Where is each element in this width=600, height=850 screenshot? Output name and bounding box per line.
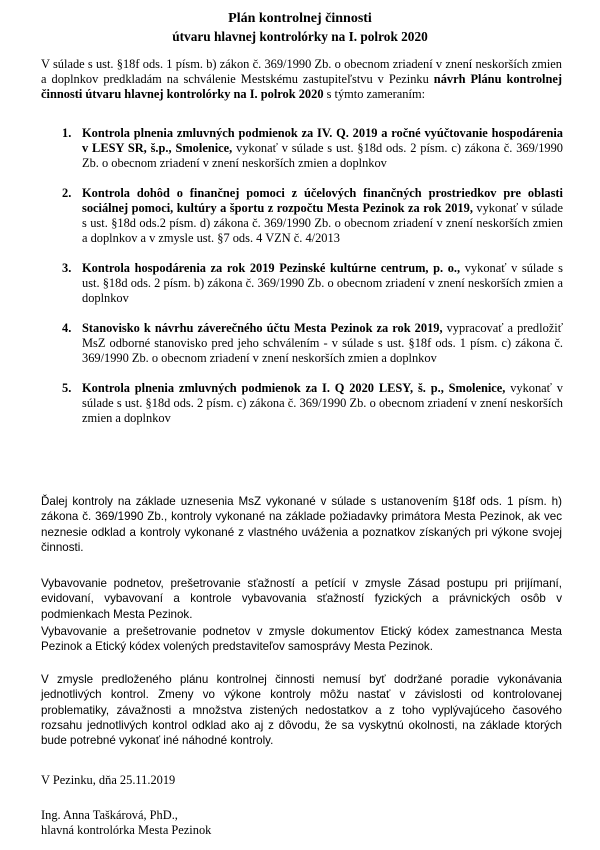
document-subtitle: útvaru hlavnej kontrolórky na I. polrok 2020 [172, 29, 428, 44]
list-item-number: 3. [62, 261, 72, 275]
ethics-paragraph: Vybavovanie a prešetrovanie podnetov v zmysle dokumentov Etický kódex zamestnanca Mesta Pezinok a Etický kódex volených predstaviteľov samosprávy Mesta Pezinok. [41, 625, 562, 654]
intro-text: V súlade s ust. §18f ods. 1 písm. b) zákon č. 369/1990 Zb. o obecnom zriadení v znení neskorších zmien a doplnkov predkladám na schválenie Mestskému zastupiteľstvu v Pezinku [41, 57, 562, 86]
list-item [42, 126, 563, 171]
list-item-text: vypracovať a predložiť MsZ odborné stanovisko pred jeho schválením - v súlade s ust. §18f ods. 1 písm. c) zákona č. 369/1990 Zb. o obecnom zriadení v znení neskorších zmien a doplnkov [82, 321, 563, 365]
list-item-title: Kontrola dohôd o finančnej pomoci z účelových finančných prostriedkov pre oblasti sociálnej pomoci, kultúry a športu z rozpočtu Mesta Pezinok za rok 2019, [82, 186, 563, 215]
place-date: V Pezinku, dňa 25.11.2019 [41, 773, 176, 787]
signatory-role: hlavná kontrolórka Mesta Pezinok [41, 823, 212, 837]
list-item-number: 2. [62, 186, 72, 200]
list-item-number: 5. [62, 381, 72, 395]
list-item-title: Kontrola plnenia zmluvných podmienok za IV. Q. 2019 a ročné vyúčtovanie hospodárenia v LESY SR, š.p., Smolenice, [82, 126, 563, 155]
signatory-name: Ing. Anna Taškárová, PhD., [41, 808, 178, 822]
additional-controls-paragraph: Ďalej kontroly na základe uznesenia MsZ vykonané v súlade s ustanovením §18f ods. 1 písm. h) zákona č. 369/1990 Zb., kontroly vykonané na základe požiadavky primátora Mesta Pezinok, ak vec neznesie odklad a kontroly vykonané z vlastného uváženia a poznatkov získaných pri výkone svojej činnosti. [41, 495, 562, 554]
list-item-text: vykonať v súlade s ust. §18d ods. 2 písm. b) zákona č. 369/1990 Zb. o obecnom zriadení v znení neskorších zmien a doplnkov [82, 261, 564, 305]
intro-text-end: s týmto zameraním: [323, 87, 426, 101]
list-item-text: vykonať v súlade s ust. §18d ods.2 písm. d) zákona č. 369/1990 Zb. o obecnom zriadení v znení neskorších zmien a doplnkov a v zmysle ust. §7 ods. 4 VZN č. 4/2013 [82, 201, 563, 245]
list-item-text: vykonať v súlade s ust. §18d ods. 2 písm. c) zákona č. 369/1990 Zb. o obecnom zriadení v znení neskorších zmien a doplnkov [82, 381, 563, 425]
list-item-number: 1. [62, 126, 72, 140]
list-item [42, 186, 563, 246]
complaints-paragraph: Vybavovanie podnetov, prešetrovanie sťažností a petícií v zmysle Zásad postupu pri prijímaní, evidovaní, vybavovaní a kontrole vybavovania sťažností fyzických a právnických osôb v podmienkach Mesta Pezinok. [41, 577, 562, 621]
plan-order-paragraph: V zmysle predloženého plánu kontrolnej činnosti nemusí byť dodržané poradie vykonávania jednotlivých kontrol. Zmeny vo výkone kontroly môžu nastať v závislosti od kontrolovanej problematiky, závažnosti a množstva zistených nedostatkov a z toho vyplývajúceho časového rozsahu jednotlivých kontrol odklad ako aj z dôvodu, že sa vyskytnú okolnosti, na základe ktorých bude potrebné vykonať iné náhodné kontroly. [41, 673, 562, 748]
intro-paragraph [41, 57, 562, 102]
list-item [42, 261, 563, 306]
intro-bold-text: návrh Plánu kontrolnej činnosti útvaru hlavnej kontrolórky na I. polrok 2020 [41, 72, 562, 101]
list-item-title: Kontrola hospodárenia za rok 2019 Pezinské kultúrne centrum, p. o., [82, 261, 461, 275]
list-item [42, 321, 563, 366]
list-item-number: 4. [62, 321, 72, 335]
list-item-title: Stanovisko k návrhu záverečného účtu Mesta Pezinok za rok 2019, [82, 321, 443, 335]
control-plan-list [42, 126, 563, 441]
document-title: Plán kontrolnej činnosti [228, 11, 372, 26]
list-item-title: Kontrola plnenia zmluvných podmienok za I. Q 2020 LESY, š. p., Smolenice, [82, 381, 506, 395]
list-item-text: vykonať v súlade s ust. §18d ods. 2 písm. c) zákona č. 369/1990 Zb. o obecnom zriadení v znení neskorších zmien a doplnkov [82, 141, 564, 170]
list-item [42, 381, 563, 426]
